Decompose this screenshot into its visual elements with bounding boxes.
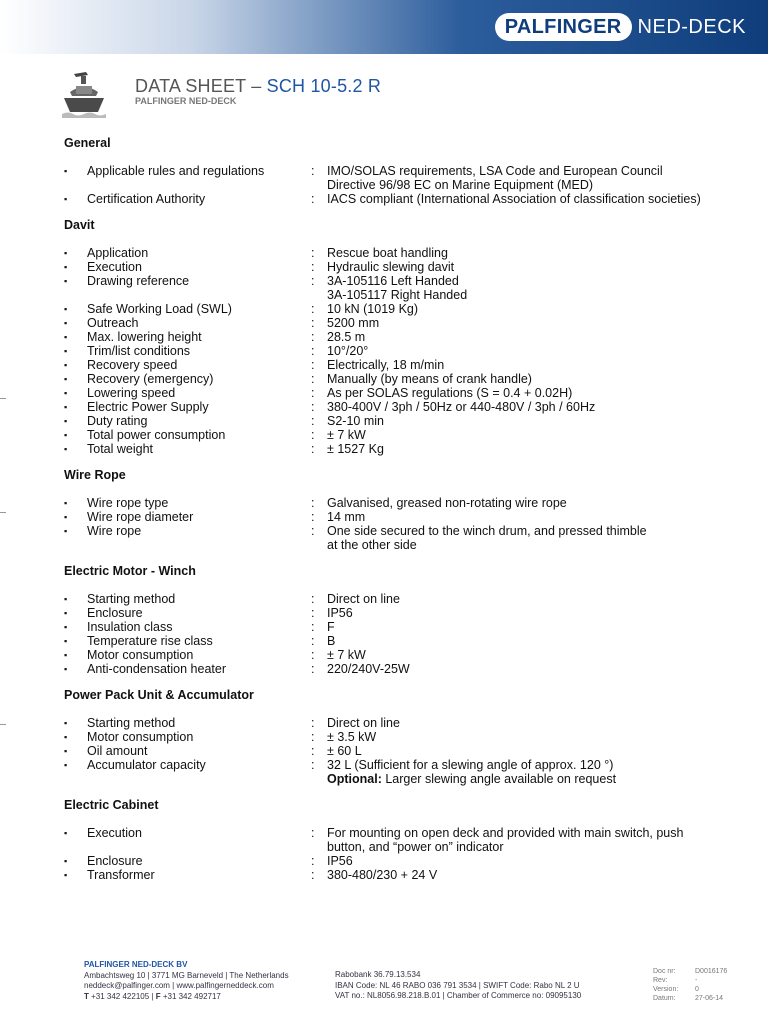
bullet-icon: ▪ bbox=[64, 746, 68, 756]
separator: : bbox=[311, 716, 315, 730]
phone-t: +31 342 422105 | bbox=[88, 991, 156, 1001]
spec-row bbox=[64, 510, 724, 524]
doc-info-row bbox=[653, 985, 743, 994]
spec-value bbox=[327, 634, 724, 648]
separator: : bbox=[311, 344, 315, 358]
spec-row bbox=[64, 414, 724, 428]
spec-row bbox=[64, 730, 724, 744]
spec-row bbox=[64, 634, 724, 648]
optional-text: Larger slewing angle available on request bbox=[381, 772, 617, 786]
bullet-icon: ▪ bbox=[64, 248, 68, 258]
spec-value-line: 220/240V-25W bbox=[327, 662, 410, 676]
spec-row bbox=[64, 716, 724, 730]
brand-name-suffix: NED-DECK bbox=[637, 16, 746, 38]
separator: : bbox=[311, 302, 315, 316]
bullet-icon: ▪ bbox=[64, 526, 68, 536]
title-prefix: DATA SHEET – bbox=[135, 76, 267, 96]
margin-tick bbox=[0, 512, 6, 513]
footer-address: Ambachtsweg 10 | 3771 MG Barneveld | The Netherlands bbox=[84, 970, 289, 980]
separator: : bbox=[311, 592, 315, 606]
bullet-icon: ▪ bbox=[64, 304, 68, 314]
spec-value-line: Electrically, 18 m/min bbox=[327, 358, 445, 372]
bullet-icon: ▪ bbox=[64, 650, 68, 660]
spec-value-line: Direct on line bbox=[327, 592, 400, 606]
spec-label: Recovery speed bbox=[87, 358, 178, 372]
spec-row bbox=[64, 524, 724, 552]
separator: : bbox=[311, 164, 315, 178]
spec-value-line: 380-480/230 + 24 V bbox=[327, 868, 438, 882]
spec-row bbox=[64, 372, 724, 386]
doc-info-row bbox=[653, 967, 743, 976]
spec-value bbox=[327, 496, 724, 510]
spec-label: Wire rope bbox=[87, 524, 142, 538]
separator: : bbox=[311, 826, 315, 840]
spec-row bbox=[64, 260, 724, 274]
doc-info-value: - bbox=[695, 977, 698, 984]
header-band bbox=[0, 0, 768, 54]
spec-row bbox=[64, 274, 724, 302]
spec-value-line: Direct on line bbox=[327, 716, 400, 730]
spec-label: Execution bbox=[87, 260, 142, 274]
bullet-icon: ▪ bbox=[64, 332, 68, 342]
spec-label: Motor consumption bbox=[87, 730, 194, 744]
spec-label: Application bbox=[87, 246, 149, 260]
spec-label: Duty rating bbox=[87, 414, 148, 428]
spec-value bbox=[327, 868, 724, 882]
model-number: SCH 10-5.2 R bbox=[266, 76, 382, 96]
spec-row bbox=[64, 192, 724, 206]
bullet-icon: ▪ bbox=[64, 512, 68, 522]
doc-info-row bbox=[653, 976, 743, 985]
separator: : bbox=[311, 662, 315, 676]
spec-value-line: IMO/SOLAS requirements, LSA Code and European Council bbox=[327, 164, 663, 178]
spec-label: Safe Working Load (SWL) bbox=[87, 302, 232, 316]
spec-value-line: Manually (by means of crank handle) bbox=[327, 372, 532, 386]
bullet-icon: ▪ bbox=[64, 262, 68, 272]
spec-label: Certification Authority bbox=[87, 192, 206, 206]
spec-value bbox=[327, 316, 724, 330]
footer-phone bbox=[84, 992, 334, 1003]
section-title: Electric Motor - Winch bbox=[64, 564, 196, 578]
spec-label: Wire rope diameter bbox=[87, 510, 194, 524]
spec-value bbox=[327, 192, 724, 206]
spec-label: Drawing reference bbox=[87, 274, 190, 288]
bullet-icon: ▪ bbox=[64, 318, 68, 328]
spec-value bbox=[327, 260, 724, 274]
spec-value bbox=[327, 428, 724, 442]
spec-value bbox=[327, 414, 724, 428]
spec-label: Applicable rules and regulations bbox=[87, 164, 265, 178]
spec-row bbox=[64, 330, 724, 344]
spec-label: Enclosure bbox=[87, 606, 143, 620]
brand-name-pill: PALFINGER bbox=[495, 13, 632, 41]
separator: : bbox=[311, 648, 315, 662]
spec-row bbox=[64, 246, 724, 260]
spec-value-line: S2-10 min bbox=[327, 414, 384, 428]
spec-row bbox=[64, 386, 724, 400]
spec-value bbox=[327, 620, 724, 634]
spec-label: Wire rope type bbox=[87, 496, 169, 510]
spec-label: Starting method bbox=[87, 716, 176, 730]
section-title: General bbox=[64, 136, 111, 150]
spec-value bbox=[327, 758, 724, 786]
bullet-icon: ▪ bbox=[64, 374, 68, 384]
margin-tick bbox=[0, 398, 6, 399]
spec-label: Insulation class bbox=[87, 620, 173, 634]
spec-label: Trim/list conditions bbox=[87, 344, 191, 358]
bullet-icon: ▪ bbox=[64, 444, 68, 454]
footer-vat: VAT no.: NL8056.98.218.B.01 | Chamber of Commerce no: 09095130 bbox=[335, 991, 582, 1000]
spec-row bbox=[64, 592, 724, 606]
section-title: Wire Rope bbox=[64, 468, 126, 482]
separator: : bbox=[311, 606, 315, 620]
spec-row bbox=[64, 316, 724, 330]
spec-label: Temperature rise class bbox=[87, 634, 213, 648]
spec-value-line: ± 60 L bbox=[327, 744, 362, 758]
spec-label: Transformer bbox=[87, 868, 155, 882]
spec-value-line: IACS compliant (International Association of classification societies) bbox=[327, 192, 701, 206]
spec-value bbox=[327, 344, 724, 358]
separator: : bbox=[311, 358, 315, 372]
spec-row bbox=[64, 758, 724, 786]
bullet-icon: ▪ bbox=[64, 732, 68, 742]
spec-row bbox=[64, 868, 724, 882]
spec-list bbox=[64, 246, 724, 456]
bullet-icon: ▪ bbox=[64, 416, 68, 426]
separator: : bbox=[311, 372, 315, 386]
spec-value-line: 28.5 m bbox=[327, 330, 366, 344]
spec-value-line: 10 kN (1019 Kg) bbox=[327, 302, 419, 316]
spec-value-line: B bbox=[327, 634, 336, 648]
spec-value-line: 14 mm bbox=[327, 510, 366, 524]
spec-label: Outreach bbox=[87, 316, 139, 330]
doc-info-label: Doc nr: bbox=[653, 968, 676, 975]
spec-value bbox=[327, 164, 724, 192]
spec-label: Motor consumption bbox=[87, 648, 194, 662]
spec-list bbox=[64, 164, 724, 206]
spec-label: Lowering speed bbox=[87, 386, 176, 400]
section-title: Power Pack Unit & Accumulator bbox=[64, 688, 254, 702]
spec-label: Recovery (emergency) bbox=[87, 372, 214, 386]
spec-content bbox=[64, 136, 724, 894]
footer-bank-block bbox=[335, 970, 655, 1002]
spec-value bbox=[327, 330, 724, 344]
spec-value-line: ± 7 kW bbox=[327, 428, 366, 442]
bullet-icon: ▪ bbox=[64, 276, 68, 286]
separator: : bbox=[311, 730, 315, 744]
spec-value bbox=[327, 592, 724, 606]
bullet-icon: ▪ bbox=[64, 346, 68, 356]
separator: : bbox=[311, 414, 315, 428]
spec-value-line: IP56 bbox=[327, 606, 353, 620]
separator: : bbox=[311, 496, 315, 510]
separator: : bbox=[311, 524, 315, 538]
separator: : bbox=[311, 620, 315, 634]
separator: : bbox=[311, 744, 315, 758]
phone-f-label: F bbox=[155, 991, 161, 1001]
spec-row bbox=[64, 854, 724, 868]
bullet-icon: ▪ bbox=[64, 664, 68, 674]
spec-row bbox=[64, 428, 724, 442]
spec-value-line: ± 1527 Kg bbox=[327, 442, 384, 456]
bullet-icon: ▪ bbox=[64, 608, 68, 618]
separator: : bbox=[311, 868, 315, 882]
footer-iban: IBAN Code: NL 46 RABO 036 791 3534 | SWIFT Code: Rabo NL 2 U bbox=[335, 980, 580, 990]
bullet-icon: ▪ bbox=[64, 870, 68, 880]
spec-label: Total weight bbox=[87, 442, 154, 456]
spec-label: Max. lowering height bbox=[87, 330, 202, 344]
footer-company-block bbox=[84, 960, 334, 1002]
bullet-icon: ▪ bbox=[64, 402, 68, 412]
spec-value bbox=[327, 606, 724, 620]
separator: : bbox=[311, 442, 315, 456]
spec-value-line: IP56 bbox=[327, 854, 353, 868]
doc-info-row bbox=[653, 994, 743, 1003]
spec-value bbox=[327, 744, 724, 758]
phone-t-label: T bbox=[84, 991, 89, 1001]
optional-note bbox=[327, 772, 724, 786]
spec-value-line: at the other side bbox=[327, 538, 417, 552]
spec-value bbox=[327, 662, 724, 676]
spec-value bbox=[327, 358, 724, 372]
spec-label: Execution bbox=[87, 826, 142, 840]
bullet-icon: ▪ bbox=[64, 430, 68, 440]
margin-tick bbox=[0, 724, 6, 725]
spec-list bbox=[64, 592, 724, 676]
spec-value bbox=[327, 442, 724, 456]
spec-value-line: 32 L (Sufficient for a slewing angle of approx. 120 °) bbox=[327, 758, 614, 772]
separator: : bbox=[311, 260, 315, 274]
spec-value-line: ± 7 kW bbox=[327, 648, 366, 662]
spec-value bbox=[327, 274, 724, 302]
spec-row bbox=[64, 400, 724, 414]
separator: : bbox=[311, 330, 315, 344]
section-title: Davit bbox=[64, 218, 95, 232]
page-title bbox=[135, 76, 381, 97]
spec-value-line: Galvanised, greased non-rotating wire rope bbox=[327, 496, 567, 510]
spec-label: Accumulator capacity bbox=[87, 758, 206, 772]
spec-label: Oil amount bbox=[87, 744, 148, 758]
separator: : bbox=[311, 246, 315, 260]
bullet-icon: ▪ bbox=[64, 718, 68, 728]
spec-value-line: 3A-105116 Left Handed bbox=[327, 274, 459, 288]
section-title: Electric Cabinet bbox=[64, 798, 159, 812]
optional-label: Optional: bbox=[327, 772, 382, 786]
spec-value bbox=[327, 400, 724, 414]
spec-value bbox=[327, 524, 724, 552]
doc-info-label: Rev: bbox=[653, 977, 668, 984]
phone-f: +31 342 492717 bbox=[160, 991, 221, 1001]
spec-label: Starting method bbox=[87, 592, 176, 606]
spec-value-line: One side secured to the winch drum, and pressed thimble bbox=[327, 524, 647, 538]
spec-value bbox=[327, 826, 724, 854]
spec-list bbox=[64, 826, 724, 882]
page-subtitle: PALFINGER NED-DECK bbox=[135, 96, 237, 106]
separator: : bbox=[311, 400, 315, 414]
spec-row bbox=[64, 606, 724, 620]
bullet-icon: ▪ bbox=[64, 760, 68, 770]
spec-value bbox=[327, 730, 724, 744]
separator: : bbox=[311, 758, 315, 772]
separator: : bbox=[311, 274, 315, 288]
footer-web: neddeck@palfinger.com | www.palfingerneddeck.com bbox=[84, 981, 274, 990]
doc-info-value: D0016176 bbox=[695, 968, 728, 975]
separator: : bbox=[311, 192, 315, 206]
separator: : bbox=[311, 316, 315, 330]
spec-value bbox=[327, 386, 724, 400]
separator: : bbox=[311, 386, 315, 400]
bullet-icon: ▪ bbox=[64, 828, 68, 838]
spec-value-line: For mounting on open deck and provided with main switch, push bbox=[327, 826, 684, 840]
spec-row bbox=[64, 648, 724, 662]
spec-row bbox=[64, 302, 724, 316]
bullet-icon: ▪ bbox=[64, 388, 68, 398]
spec-label: Anti-condensation heater bbox=[87, 662, 226, 676]
spec-row bbox=[64, 662, 724, 676]
separator: : bbox=[311, 634, 315, 648]
bullet-icon: ▪ bbox=[64, 194, 68, 204]
spec-value-line: F bbox=[327, 620, 335, 634]
spec-value-line: 10°/20° bbox=[327, 344, 369, 358]
spec-row bbox=[64, 744, 724, 758]
spec-value bbox=[327, 302, 724, 316]
spec-row bbox=[64, 358, 724, 372]
spec-row bbox=[64, 164, 724, 192]
separator: : bbox=[311, 428, 315, 442]
bullet-icon: ▪ bbox=[64, 166, 68, 176]
spec-value-line: 3A-105117 Right Handed bbox=[327, 288, 468, 302]
footer-bank: Rabobank 36.79.13.534 bbox=[335, 970, 421, 979]
spec-row bbox=[64, 826, 724, 854]
bullet-icon: ▪ bbox=[64, 636, 68, 646]
spec-value bbox=[327, 372, 724, 386]
bullet-icon: ▪ bbox=[64, 498, 68, 508]
spec-value bbox=[327, 510, 724, 524]
spec-label: Electric Power Supply bbox=[87, 400, 209, 414]
spec-value-line: Hydraulic slewing davit bbox=[327, 260, 455, 274]
spec-label: Enclosure bbox=[87, 854, 143, 868]
doc-info-label: Datum: bbox=[653, 995, 676, 1002]
footer-doc-info bbox=[653, 967, 743, 1003]
brand-logo bbox=[495, 12, 746, 42]
ship-icon bbox=[62, 72, 106, 118]
spec-value bbox=[327, 716, 724, 730]
separator: : bbox=[311, 510, 315, 524]
spec-list bbox=[64, 496, 724, 552]
bullet-icon: ▪ bbox=[64, 622, 68, 632]
spec-list bbox=[64, 716, 724, 786]
spec-value-line: 5200 mm bbox=[327, 316, 380, 330]
spec-value bbox=[327, 648, 724, 662]
spec-value-line: Rescue boat handling bbox=[327, 246, 448, 260]
spec-row bbox=[64, 442, 724, 456]
spec-row bbox=[64, 620, 724, 634]
spec-row bbox=[64, 344, 724, 358]
separator: : bbox=[311, 854, 315, 868]
spec-value-line: Directive 96/98 EC on Marine Equipment (MED) bbox=[327, 178, 594, 192]
footer-company-name: PALFINGER NED-DECK BV bbox=[84, 960, 188, 969]
spec-row bbox=[64, 496, 724, 510]
bullet-icon: ▪ bbox=[64, 360, 68, 370]
spec-value-line: ± 3.5 kW bbox=[327, 730, 377, 744]
spec-label: Total power consumption bbox=[87, 428, 226, 442]
doc-info-value: 0 bbox=[695, 986, 699, 993]
bullet-icon: ▪ bbox=[64, 594, 68, 604]
spec-value bbox=[327, 246, 724, 260]
doc-info-label: Version: bbox=[653, 986, 679, 993]
bullet-icon: ▪ bbox=[64, 856, 68, 866]
spec-value-line: 380-400V / 3ph / 50Hz or 440-480V / 3ph / 60Hz bbox=[327, 400, 596, 414]
spec-value-line: As per SOLAS regulations (S = 0.4 + 0.02H) bbox=[327, 386, 573, 400]
spec-value-line: button, and “power on” indicator bbox=[327, 840, 504, 854]
doc-info-value: 27-06-14 bbox=[695, 995, 724, 1002]
spec-value bbox=[327, 854, 724, 868]
